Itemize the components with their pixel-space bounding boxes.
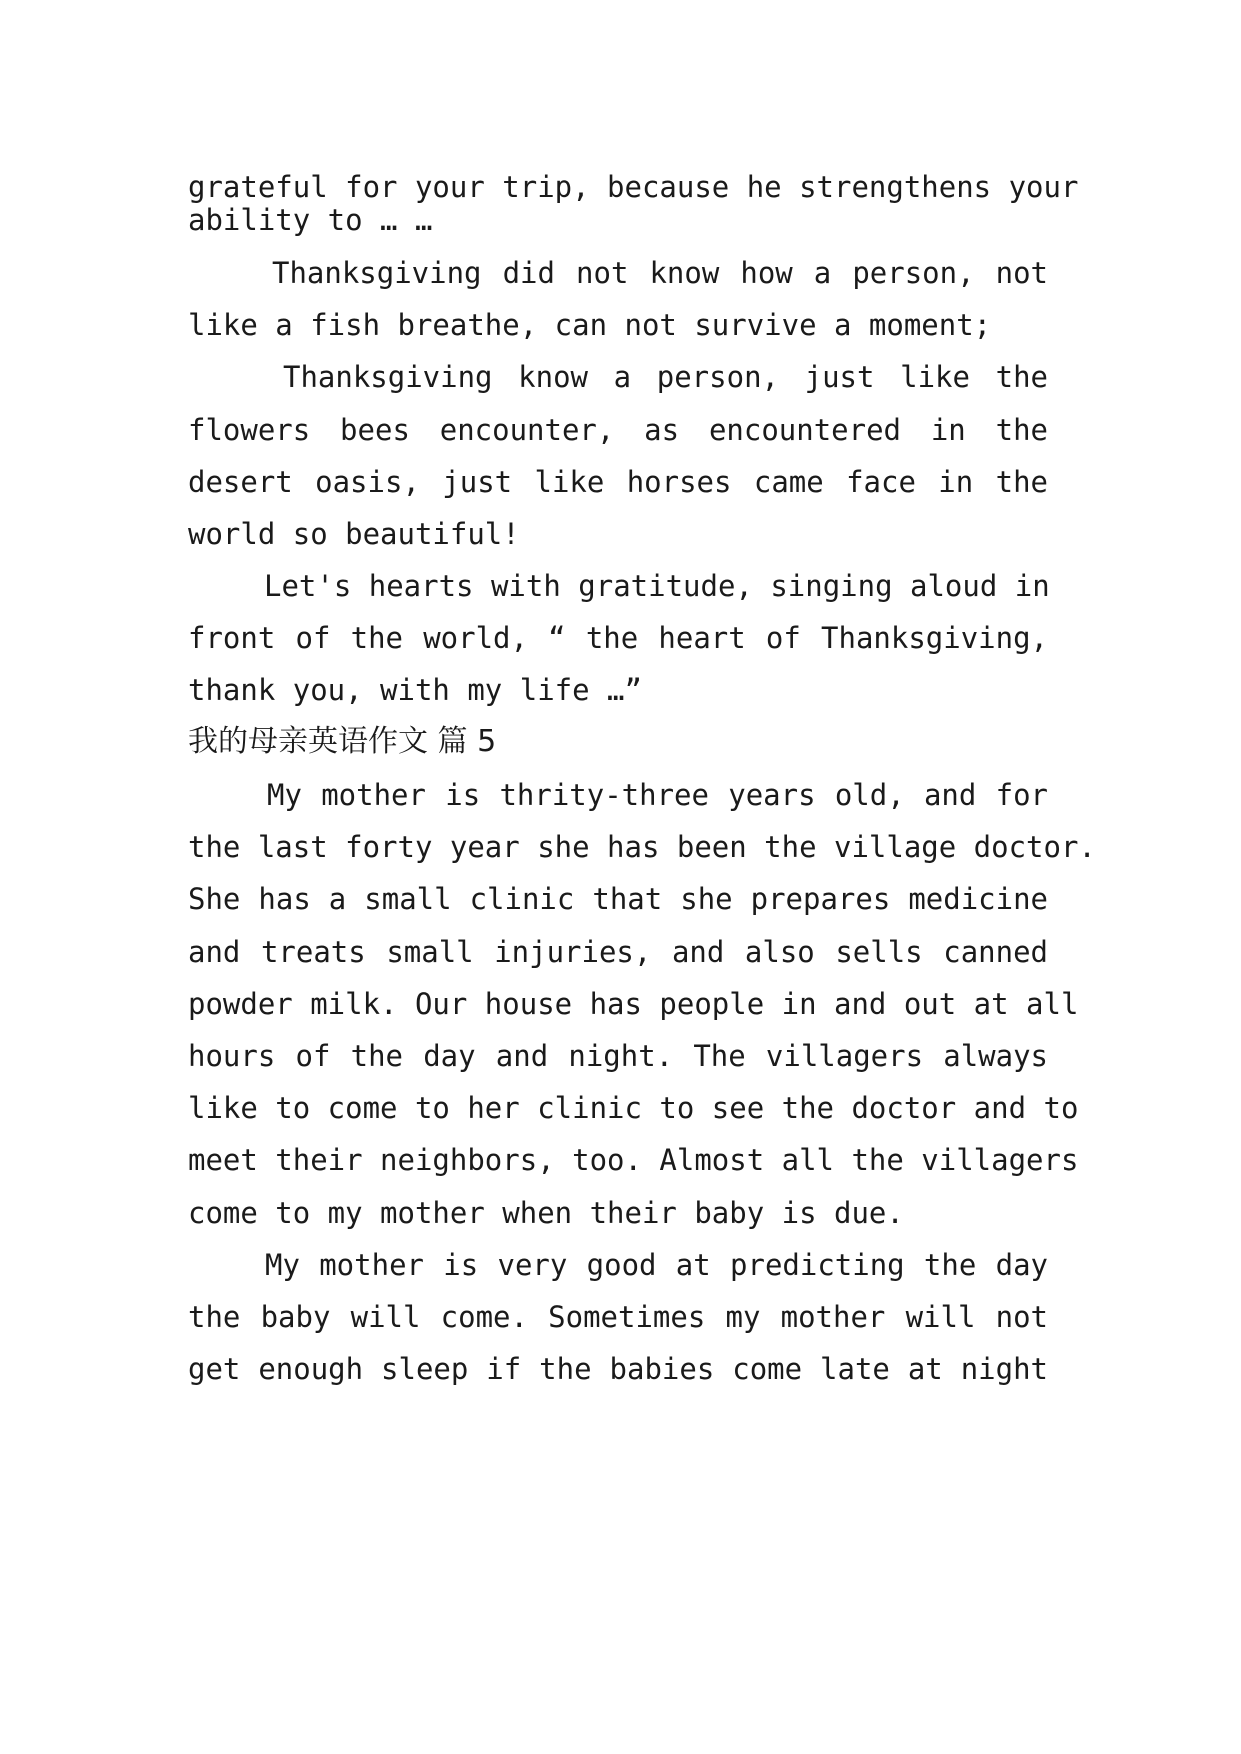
body-text-line: desert oasis, just like horses came face in the <box>188 465 1048 499</box>
body-text-line: thank you, with my life …” <box>188 673 642 707</box>
body-text-line: flowers bees encounter, as encountered in the <box>188 413 1048 447</box>
body-text-line: the baby will come. Sometimes my mother will not <box>188 1300 1048 1334</box>
paragraph-first-line: Thanksgiving know a person, just like the <box>283 360 1048 394</box>
body-text-line: front of the world, “ the heart of Thanksgiving, <box>188 621 1048 655</box>
body-text-line: powder milk. Our house has people in and out at all <box>188 987 1079 1021</box>
body-text-line: She has a small clinic that she prepares medicine <box>188 882 1048 916</box>
body-text-line: the last forty year she has been the village doctor. <box>188 830 1096 864</box>
paragraph-first-line: My mother is thrity-three years old, and for <box>267 778 1048 812</box>
body-text-line: like a fish breathe, can not survive a moment; <box>188 308 992 342</box>
paragraph-first-line: My mother is very good at predicting the day <box>265 1248 1048 1282</box>
body-text-line: get enough sleep if the babies come late at night <box>188 1352 1048 1386</box>
body-text-line: like to come to her clinic to see the doctor and to <box>188 1091 1079 1125</box>
section-heading: 我的母亲英语作文 篇 5 <box>188 724 497 759</box>
body-text-line: come to my mother when their baby is due. <box>188 1196 904 1230</box>
body-text-line: hours of the day and night. The villagers always <box>188 1039 1048 1073</box>
paragraph-first-line: Let's hearts with gratitude, singing aloud in <box>264 569 1050 603</box>
paragraph-first-line: Thanksgiving did not know how a person, not <box>272 256 1048 290</box>
body-text-line: ability to … … <box>188 203 433 237</box>
body-text-line: and treats small injuries, and also sells canned <box>188 935 1048 969</box>
body-text-line: grateful for your trip, because he strengthens your <box>188 170 1079 204</box>
body-text-line: world so beautiful! <box>188 517 520 551</box>
body-text-line: meet their neighbors, too. Almost all the villagers <box>188 1143 1079 1177</box>
